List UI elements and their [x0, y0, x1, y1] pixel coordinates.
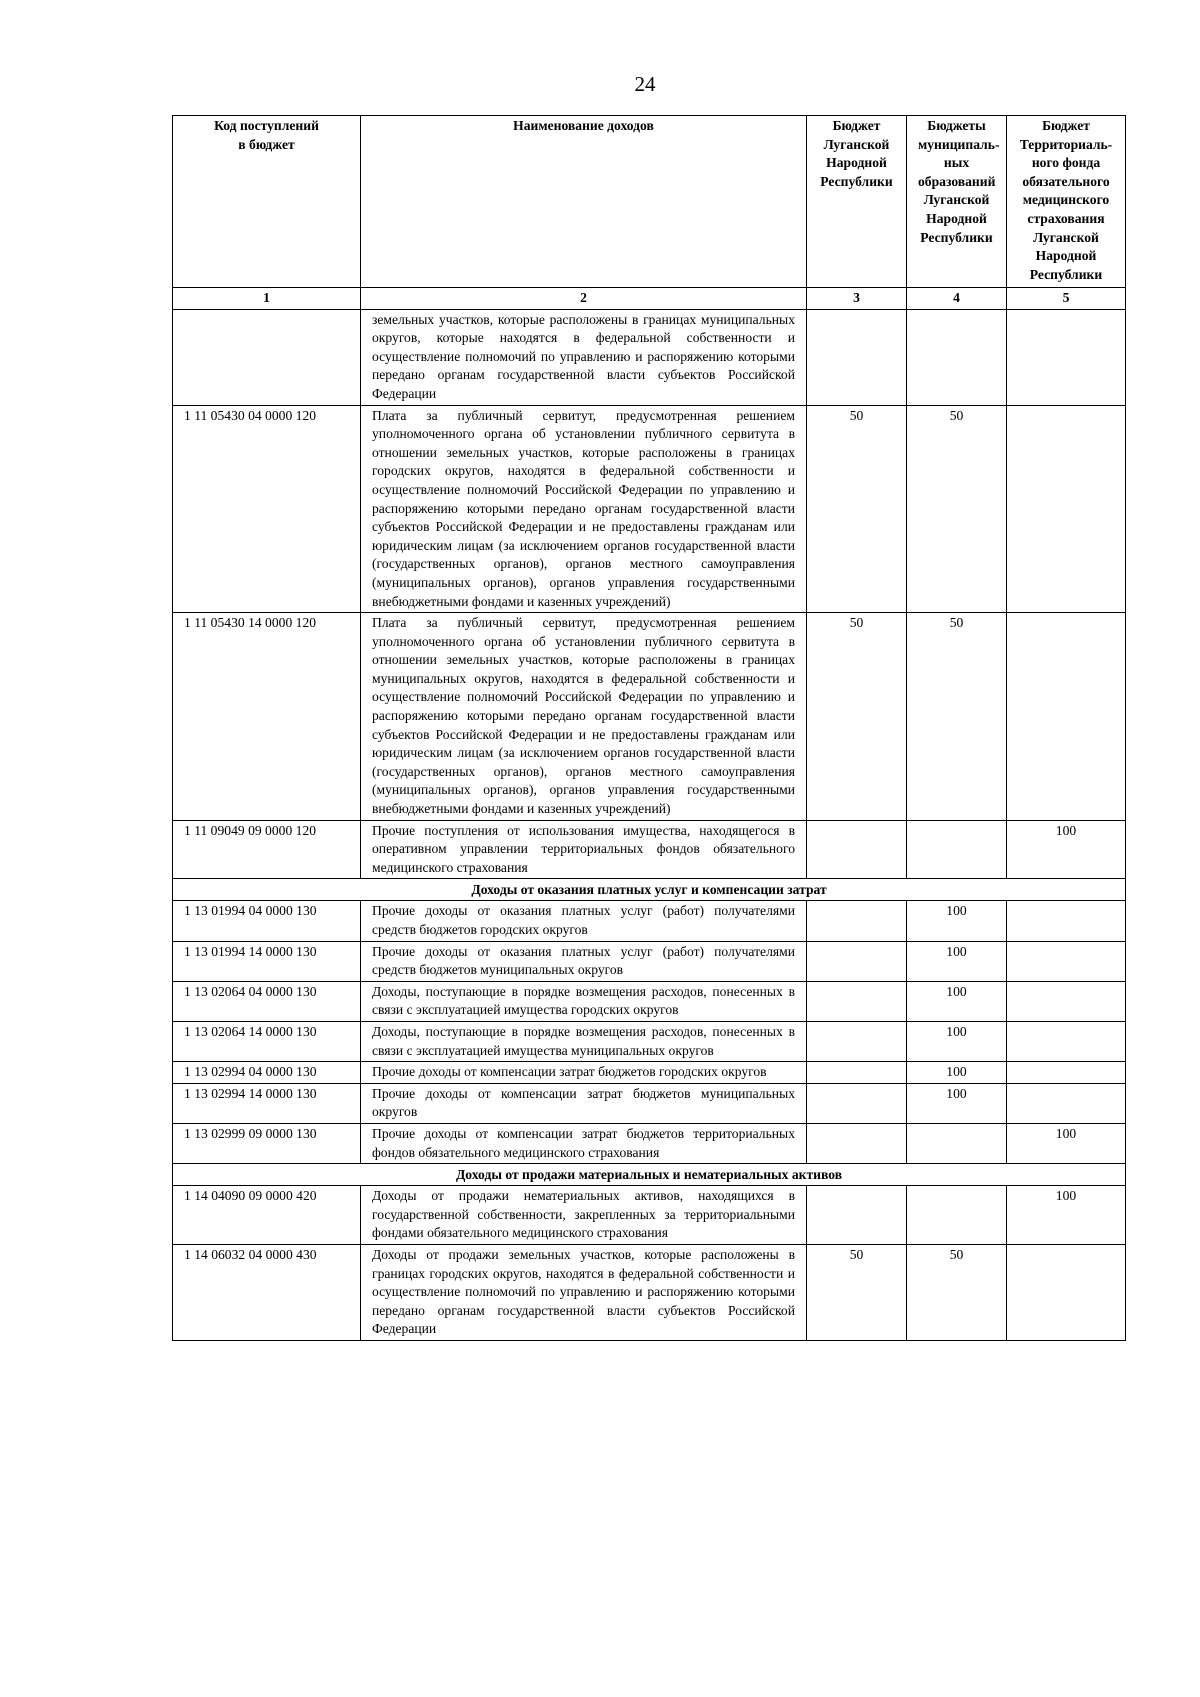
row-value-municipal [907, 820, 1007, 879]
row-value-lnr [807, 820, 907, 879]
row-code: 1 11 05430 04 0000 120 [173, 405, 361, 613]
row-code: 1 13 01994 04 0000 130 [173, 901, 361, 941]
row-value-municipal [907, 309, 1007, 405]
row-value-municipal [907, 1186, 1007, 1245]
column-number: 5 [1007, 288, 1126, 310]
row-code: 1 13 01994 14 0000 130 [173, 941, 361, 981]
table-row [173, 1021, 1126, 1061]
table-row [173, 309, 1126, 405]
row-name: Прочие доходы от оказания платных услуг (работ) получателями средств бюджетов муниципальных округов [361, 941, 807, 981]
row-value-oms [1007, 941, 1126, 981]
table-row [173, 1244, 1126, 1340]
row-value-oms [1007, 1244, 1126, 1340]
row-code: 1 11 09049 09 0000 120 [173, 820, 361, 879]
row-value-municipal: 100 [907, 1083, 1007, 1123]
row-name: Прочие доходы от компенсации затрат бюджетов территориальных фондов обязательного медицинского страхования [361, 1123, 807, 1163]
row-value-oms: 100 [1007, 820, 1126, 879]
row-value-lnr: 50 [807, 1244, 907, 1340]
header-municipal-budgets [907, 116, 1007, 288]
row-value-municipal: 100 [907, 941, 1007, 981]
row-value-oms [1007, 309, 1126, 405]
row-value-municipal: 50 [907, 613, 1007, 821]
row-value-lnr [807, 1021, 907, 1061]
row-name: Доходы, поступающие в порядке возмещения расходов, понесенных в связи с эксплуатацией имущества муниципальных округов [361, 1021, 807, 1061]
row-value-municipal [907, 1123, 1007, 1163]
row-code: 1 13 02064 14 0000 130 [173, 1021, 361, 1061]
row-code: 1 13 02994 14 0000 130 [173, 1083, 361, 1123]
row-value-lnr: 50 [807, 405, 907, 613]
row-value-lnr [807, 901, 907, 941]
table-row [173, 405, 1126, 613]
header-oms-fund-budget [1007, 116, 1126, 288]
page-number: 24 [634, 72, 656, 96]
header-lnr-budget [807, 116, 907, 288]
column-number: 3 [807, 288, 907, 310]
header-municipal-budgets-text: Бюджеты муниципаль- ных образований Луганской Народной Республики [918, 118, 1000, 245]
row-name: Плата за публичный сервитут, предусмотренная решением уполномоченного органа об установлении публичного сервитута в отношении земельных участков, которые расположены в границах муниципальных округов, находятся в федеральной собственности и осуществление полномочий Российской Федерации по управлению и распоряжению которыми передано органам государственной власти субъектов Российской Федерации и не предоставлены гражданам или юридическим лицам (за исключением органов государственной власти (государственных органов), органов местного самоуправления (муниципальных органов), органов управления государственными внебюджетными фондами и казенных учреждений) [361, 613, 807, 821]
row-value-municipal: 50 [907, 1244, 1007, 1340]
row-code: 1 13 02064 04 0000 130 [173, 981, 361, 1021]
table-row [173, 1062, 1126, 1084]
header-lnr-budget-text: Бюджет Луганской Народной Республики [820, 118, 893, 189]
row-name: земельных участков, которые расположены в границах муниципальных округов, которые находятся в федеральной собственности и осуществление полномочий по управлению и распоряжению которыми передано органам государственной власти субъектов Российской Федерации [361, 309, 807, 405]
header-name-text: Наименование доходов [513, 118, 654, 133]
row-name: Прочие поступления от использования имущества, находящегося в оперативном управлении территориальных фондов обязательного медицинского страхования [361, 820, 807, 879]
table-row [173, 820, 1126, 879]
table-row [173, 901, 1126, 941]
row-value-oms [1007, 981, 1126, 1021]
row-value-municipal: 100 [907, 901, 1007, 941]
table-header-row [173, 116, 1126, 288]
table-row [173, 1186, 1126, 1245]
row-value-lnr [807, 1083, 907, 1123]
row-value-oms: 100 [1007, 1186, 1126, 1245]
row-name: Доходы от продажи нематериальных активов, находящихся в государственной собственности, закрепленных за территориальными фондами обязательного медицинского страхования [361, 1186, 807, 1245]
row-name: Прочие доходы от компенсации затрат бюджетов городских округов [361, 1062, 807, 1084]
row-value-lnr [807, 981, 907, 1021]
header-code [173, 116, 361, 288]
column-number: 4 [907, 288, 1007, 310]
row-value-lnr: 50 [807, 613, 907, 821]
row-value-lnr [807, 1062, 907, 1084]
row-name: Плата за публичный сервитут, предусмотренная решением уполномоченного органа об установлении публичного сервитута в отношении земельных участков, которые расположены в границах городских округов, находятся в федеральной собственности и осуществление полномочий Российской Федерации по управлению и распоряжению которыми передано органам государственной власти субъектов Российской Федерации и не предоставлены гражданам или юридическим лицам (за исключением органов государственной власти (государственных органов), органов местного самоуправления (муниципальных органов), органов управления государственными внебюджетными фондами и казенных учреждений) [361, 405, 807, 613]
table-row [173, 981, 1126, 1021]
row-name: Доходы, поступающие в порядке возмещения расходов, понесенных в связи с эксплуатацией имущества городских округов [361, 981, 807, 1021]
column-number: 1 [173, 288, 361, 310]
row-value-lnr [807, 309, 907, 405]
header-code-text: Код поступлений в бюджет [214, 118, 319, 152]
row-value-lnr [807, 941, 907, 981]
header-name [361, 116, 807, 288]
row-value-oms [1007, 613, 1126, 821]
revenue-table [172, 115, 1126, 1341]
section-header-row [173, 879, 1126, 901]
row-name: Прочие доходы от оказания платных услуг (работ) получателями средств бюджетов городских округов [361, 901, 807, 941]
row-value-municipal: 100 [907, 981, 1007, 1021]
column-number-row [173, 288, 1126, 310]
row-value-lnr [807, 1123, 907, 1163]
row-code: 1 14 04090 09 0000 420 [173, 1186, 361, 1245]
row-value-oms [1007, 901, 1126, 941]
table-row [173, 941, 1126, 981]
row-value-oms [1007, 1062, 1126, 1084]
row-code [173, 309, 361, 405]
row-value-oms [1007, 1083, 1126, 1123]
row-value-oms [1007, 1021, 1126, 1061]
row-value-municipal: 100 [907, 1021, 1007, 1061]
row-value-oms [1007, 405, 1126, 613]
column-number: 2 [361, 288, 807, 310]
row-value-municipal: 100 [907, 1062, 1007, 1084]
row-code: 1 14 06032 04 0000 430 [173, 1244, 361, 1340]
table-row [173, 1083, 1126, 1123]
row-name: Доходы от продажи земельных участков, которые расположены в границах городских округов, находятся в федеральной собственности и осуществление полномочий по управлению и распоряжению которыми передано органам государственной власти субъектов Российской Федерации [361, 1244, 807, 1340]
table-row [173, 1123, 1126, 1163]
row-name: Прочие доходы от компенсации затрат бюджетов муниципальных округов [361, 1083, 807, 1123]
section-header-row [173, 1164, 1126, 1186]
row-value-oms: 100 [1007, 1123, 1126, 1163]
section-title: Доходы от оказания платных услуг и компенсации затрат [173, 879, 1126, 901]
row-code: 1 13 02994 04 0000 130 [173, 1062, 361, 1084]
row-value-lnr [807, 1186, 907, 1245]
row-code: 1 11 05430 14 0000 120 [173, 613, 361, 821]
section-title: Доходы от продажи материальных и нематериальных активов [173, 1164, 1126, 1186]
table-row [173, 613, 1126, 821]
row-value-municipal: 50 [907, 405, 1007, 613]
header-oms-fund-budget-text: Бюджет Территориаль- ного фонда обязательного медицинского страхования Луганской Народной Республики [1019, 118, 1113, 282]
row-code: 1 13 02999 09 0000 130 [173, 1123, 361, 1163]
